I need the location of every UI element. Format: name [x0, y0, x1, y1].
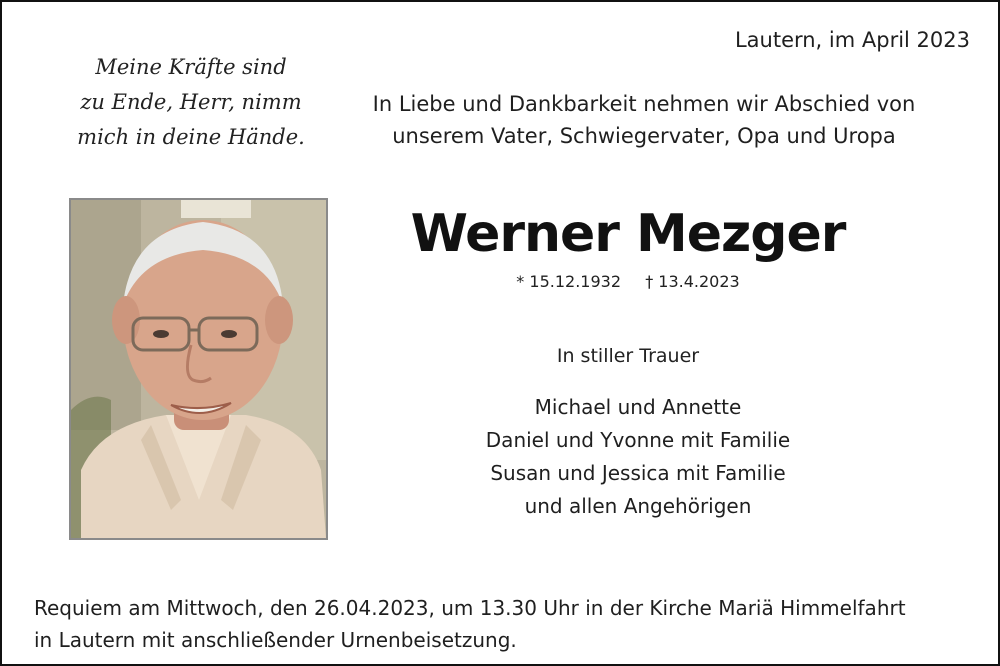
mourners-list [428, 391, 848, 523]
motto-verse [60, 50, 322, 155]
mourner-line: und allen Angehörigen [524, 494, 752, 518]
service-details [34, 592, 984, 656]
motto-line: zu Ende, Herr, nimm [80, 90, 302, 114]
birth-date: * 15.12.1932 [516, 272, 621, 291]
intro-line: In Liebe und Dankbarkeit nehmen wir Abschied von [372, 92, 916, 116]
mourner-line: Daniel und Yvonne mit Familie [485, 428, 791, 452]
intro-text [344, 88, 944, 152]
service-line: Requiem am Mittwoch, den 26.04.2023, um 13.30 Uhr in der Kirche Mariä Himmelfahrt [34, 596, 906, 620]
mourner-line: Susan und Jessica mit Familie [490, 461, 786, 485]
motto-line: mich in deine Hände. [77, 125, 305, 149]
intro-line: unserem Vater, Schwiegervater, Opa und Uropa [392, 124, 896, 148]
life-dates [428, 272, 828, 291]
service-line: in Lautern mit anschließender Urnenbeisetzung. [34, 628, 517, 652]
death-date: † 13.4.2023 [645, 272, 740, 291]
mourner-line: Michael und Annette [534, 395, 742, 419]
motto-line: Meine Kräfte sind [95, 55, 287, 79]
deceased-name: Werner Mezger [410, 204, 846, 264]
portrait-photo-icon [71, 200, 326, 538]
portrait-photo [69, 198, 328, 540]
mourning-heading: In stiller Trauer [556, 345, 700, 367]
place-date-line: Lautern, im April 2023 [734, 28, 970, 52]
